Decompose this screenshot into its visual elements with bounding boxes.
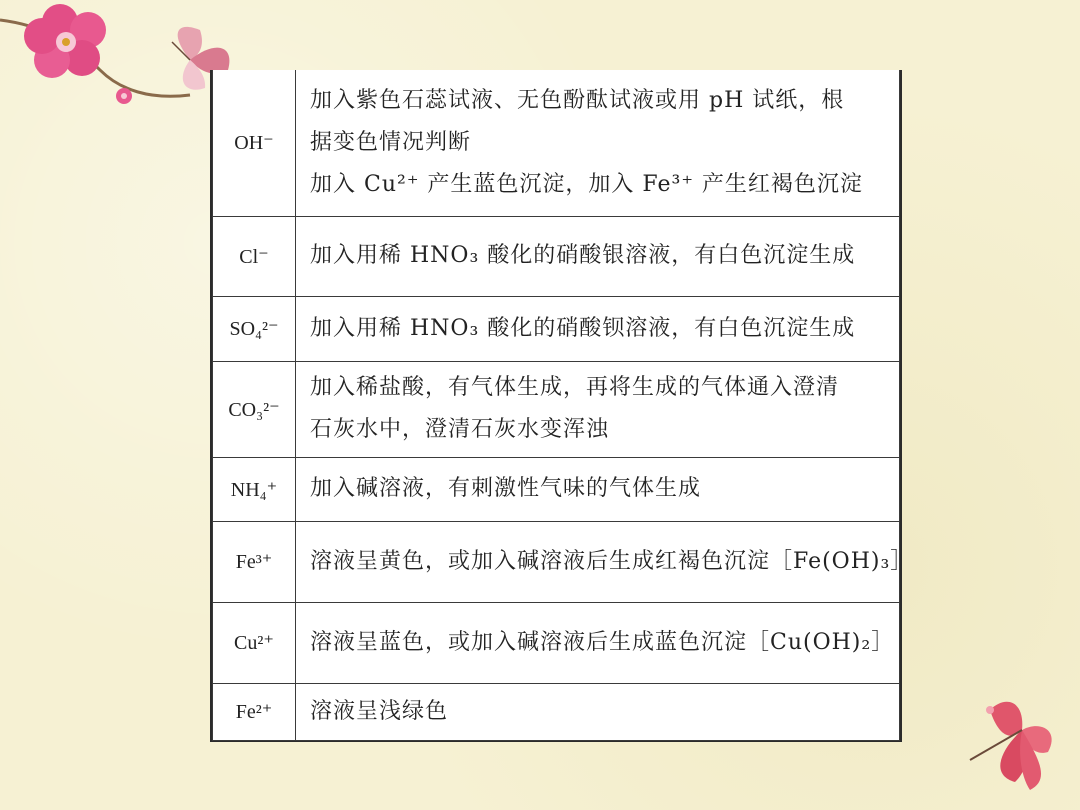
description-line: 溶液呈浅绿色 — [310, 698, 449, 724]
description-line: 加入稀盐酸，有气体生成，再将生成的气体通入澄清 — [310, 375, 840, 400]
ion-cell: SO₄²⁻ — [213, 296, 296, 361]
description-line: 石灰水中，澄清石灰水变浑浊 — [310, 417, 610, 442]
description-cell — [296, 521, 914, 602]
description-cell — [296, 216, 900, 296]
description-line: 加入用稀 HNO₃ 酸化的硝酸银溶液，有白色沉淀生成 — [310, 243, 856, 268]
ion-table — [212, 70, 914, 741]
description-line: 加入用稀 HNO₃ 酸化的硝酸钡溶液，有白色沉淀生成 — [310, 315, 856, 341]
butterfly-decoration — [930, 690, 1080, 810]
description-cell — [296, 296, 900, 361]
butterfly-icon — [970, 702, 1052, 790]
table-row — [213, 70, 900, 216]
description-line: 加入紫色石蕊试液、无色酚酞试液或用 pH 试纸，根 — [310, 87, 845, 113]
ion-test-table — [210, 70, 914, 742]
table-row — [213, 683, 900, 740]
ion-cell: Fe²⁺ — [213, 683, 296, 740]
description-line: 溶液呈黄色，或加入碱溶液后生成红褐色沉淀［Fe(OH)₃］ — [310, 548, 914, 574]
description-line: 溶液呈蓝色，或加入碱溶液后生成蓝色沉淀［Cu(OH)₂］ — [310, 629, 895, 655]
ion-cell: OH⁻ — [213, 70, 296, 216]
table-row — [213, 457, 900, 521]
table-row — [213, 296, 900, 361]
description-line: 据变色情况判断 — [310, 129, 472, 155]
ion-cell: CO₃²⁻ — [213, 361, 296, 457]
ion-cell: NH₄⁺ — [213, 457, 296, 521]
description-cell — [296, 683, 900, 740]
description-cell — [296, 361, 900, 457]
flower-icon — [24, 4, 106, 78]
table-row — [213, 602, 900, 683]
description-line: 加入 Cu²⁺ 产生蓝色沉淀，加入 Fe³⁺ 产生红褐色沉淀 — [310, 171, 863, 197]
table-row — [213, 521, 900, 602]
description-cell — [296, 457, 900, 521]
description-cell — [296, 602, 900, 683]
ion-cell: Fe³⁺ — [213, 521, 296, 602]
description-line: 加入碱溶液，有刺激性气味的气体生成 — [310, 476, 702, 501]
ion-cell: Cu²⁺ — [213, 602, 296, 683]
flower-bud-icon — [116, 88, 132, 104]
description-cell — [296, 70, 900, 216]
ion-cell: Cl⁻ — [213, 216, 296, 296]
table-row — [213, 361, 900, 457]
table-row — [213, 216, 900, 296]
